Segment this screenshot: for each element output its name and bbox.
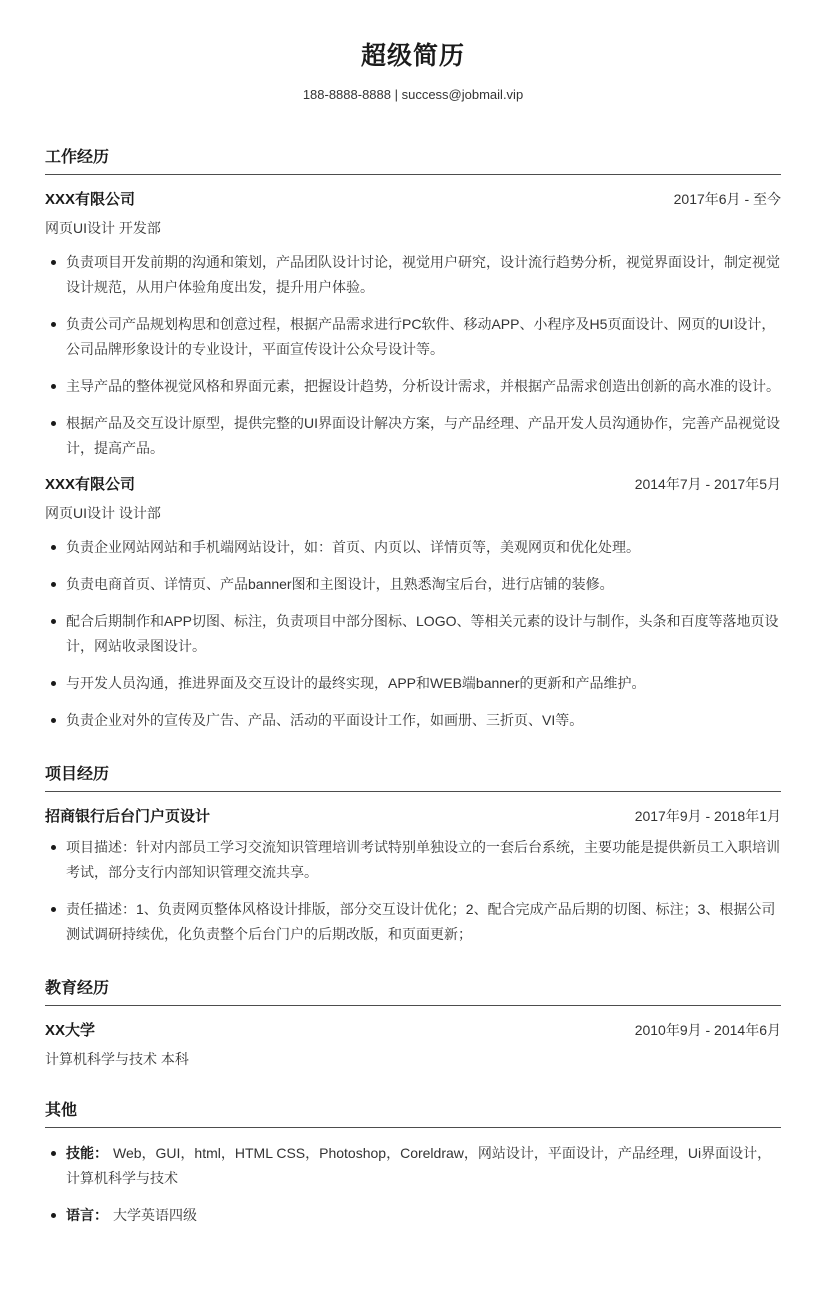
bullet-item (45, 411, 781, 461)
other-item-language (45, 1203, 781, 1228)
work-entry-1-bullets (45, 250, 781, 461)
bullet-item (45, 572, 781, 597)
resume-header (45, 36, 781, 102)
job-role: 网页UI设计 设计部 (45, 505, 161, 521)
major-degree: 计算机科学与技术 本科 (45, 1051, 189, 1067)
bullet-text: 负责公司产品规划构思和创意过程，根据产品需求进行PC软件、移动APP、小程序及H5页面设计、网页的UI设计，公司品牌形象设计的专业设计，平面宣传设计公众号设计等。 (66, 316, 776, 357)
section-heading-education: 教育经历 (45, 975, 781, 1006)
work-entry-1-header (45, 188, 781, 209)
bullet-item (45, 897, 781, 947)
bullet-item (45, 671, 781, 696)
company-name: XXX有限公司 (45, 191, 136, 208)
company-name: XXX有限公司 (45, 476, 136, 493)
work-entry-1 (45, 188, 781, 461)
education-entry-1-header (45, 1019, 781, 1040)
section-work-experience (45, 144, 781, 733)
bullet-text: 与开发人员沟通，推进界面及交互设计的最终实现，APP和WEB端banner的更新和产品维护。 (66, 675, 646, 691)
project-entry-1 (45, 805, 781, 947)
bullet-text: 配合后期制作和APP切图、标注，负责项目中部分图标、LOGO、等相关元素的设计与制作，头条和百度等落地页设计，网站收录图设计。 (66, 613, 779, 654)
bullet-item (45, 835, 781, 885)
bullet-text: 项目描述：针对内部员工学习交流知识管理培训考试特别单独设立的一套后台系统，主要功能是提供新员工入职培训考试，部分支行内部知识管理交流共享。 (66, 839, 780, 880)
date-range: 2017年6月 - 至今 (673, 191, 781, 207)
date-range: 2010年9月 - 2014年6月 (634, 1022, 781, 1038)
project-entry-1-header (45, 805, 781, 826)
other-items (45, 1141, 781, 1228)
project-entry-1-bullets (45, 835, 781, 947)
bullet-text: 负责电商首页、详情页、产品banner图和主图设计，且熟悉淘宝后台，进行店铺的装修。 (66, 576, 614, 592)
skills-text: Web，GUI，html，HTML CSS，Photoshop，Coreldraw，网站设计，平面设计，产品经理，Ui界面设计，计算机科学与技术 (66, 1145, 772, 1186)
job-role: 网页UI设计 开发部 (45, 220, 161, 236)
bullet-text: 主导产品的整体视觉风格和界面元素，把握设计趋势，分析设计需求，并根据产品需求创造出创新的高水准的设计。 (66, 378, 780, 394)
bullet-item (45, 708, 781, 733)
work-entry-2-header (45, 473, 781, 494)
page-title: 超级简历 (360, 42, 465, 70)
work-entry-2-bullets (45, 535, 781, 733)
date-range: 2017年9月 - 2018年1月 (634, 808, 781, 824)
language-text: 大学英语四级 (113, 1207, 197, 1223)
bullet-item (45, 312, 781, 362)
bullet-item (45, 535, 781, 560)
section-project-experience (45, 761, 781, 947)
bullet-text: 根据产品及交互设计原型，提供完整的UI界面设计解决方案，与产品经理、产品开发人员沟通协作，完善产品视觉设计，提高产品。 (66, 415, 780, 456)
section-other (45, 1097, 781, 1228)
bullet-text: 负责项目开发前期的沟通和策划，产品团队设计讨论，视觉用户研究，设计流行趋势分析，视觉界面设计，制定视觉设计规范，从用户体验角度出发，提升用户体验。 (66, 254, 780, 295)
work-entry-2 (45, 473, 781, 733)
school-name: XX大学 (45, 1022, 96, 1039)
bullet-item (45, 609, 781, 659)
bullet-text: 负责企业网站网站和手机端网站设计，如：首页、内页以、详情页等，美观网页和优化处理。 (66, 539, 640, 555)
skills-label: 技能： (66, 1145, 108, 1161)
section-education (45, 975, 781, 1069)
other-item-skills (45, 1141, 781, 1191)
language-label: 语言： (66, 1207, 108, 1223)
date-range: 2014年7月 - 2017年5月 (634, 476, 781, 492)
bullet-item (45, 374, 781, 399)
section-heading-other: 其他 (45, 1097, 781, 1128)
project-name: 招商银行后台门户页设计 (45, 808, 211, 825)
bullet-text: 责任描述：1、负责网页整体风格设计排版，部分交互设计优化；2、配合完成产品后期的切图、标注；3、根据公司测试调研持续优，化负责整个后台门户的后期改版，和页面更新； (66, 901, 776, 942)
education-entry-1 (45, 1019, 781, 1069)
bullet-text: 负责企业对外的宣传及广告、产品、活动的平面设计工作，如画册、三折页、VI等。 (66, 712, 584, 728)
section-heading-work: 工作经历 (45, 144, 781, 175)
section-heading-project: 项目经历 (45, 761, 781, 792)
contact-line: 188-8888-8888 | success@jobmail.vip (302, 87, 524, 102)
bullet-item (45, 250, 781, 300)
